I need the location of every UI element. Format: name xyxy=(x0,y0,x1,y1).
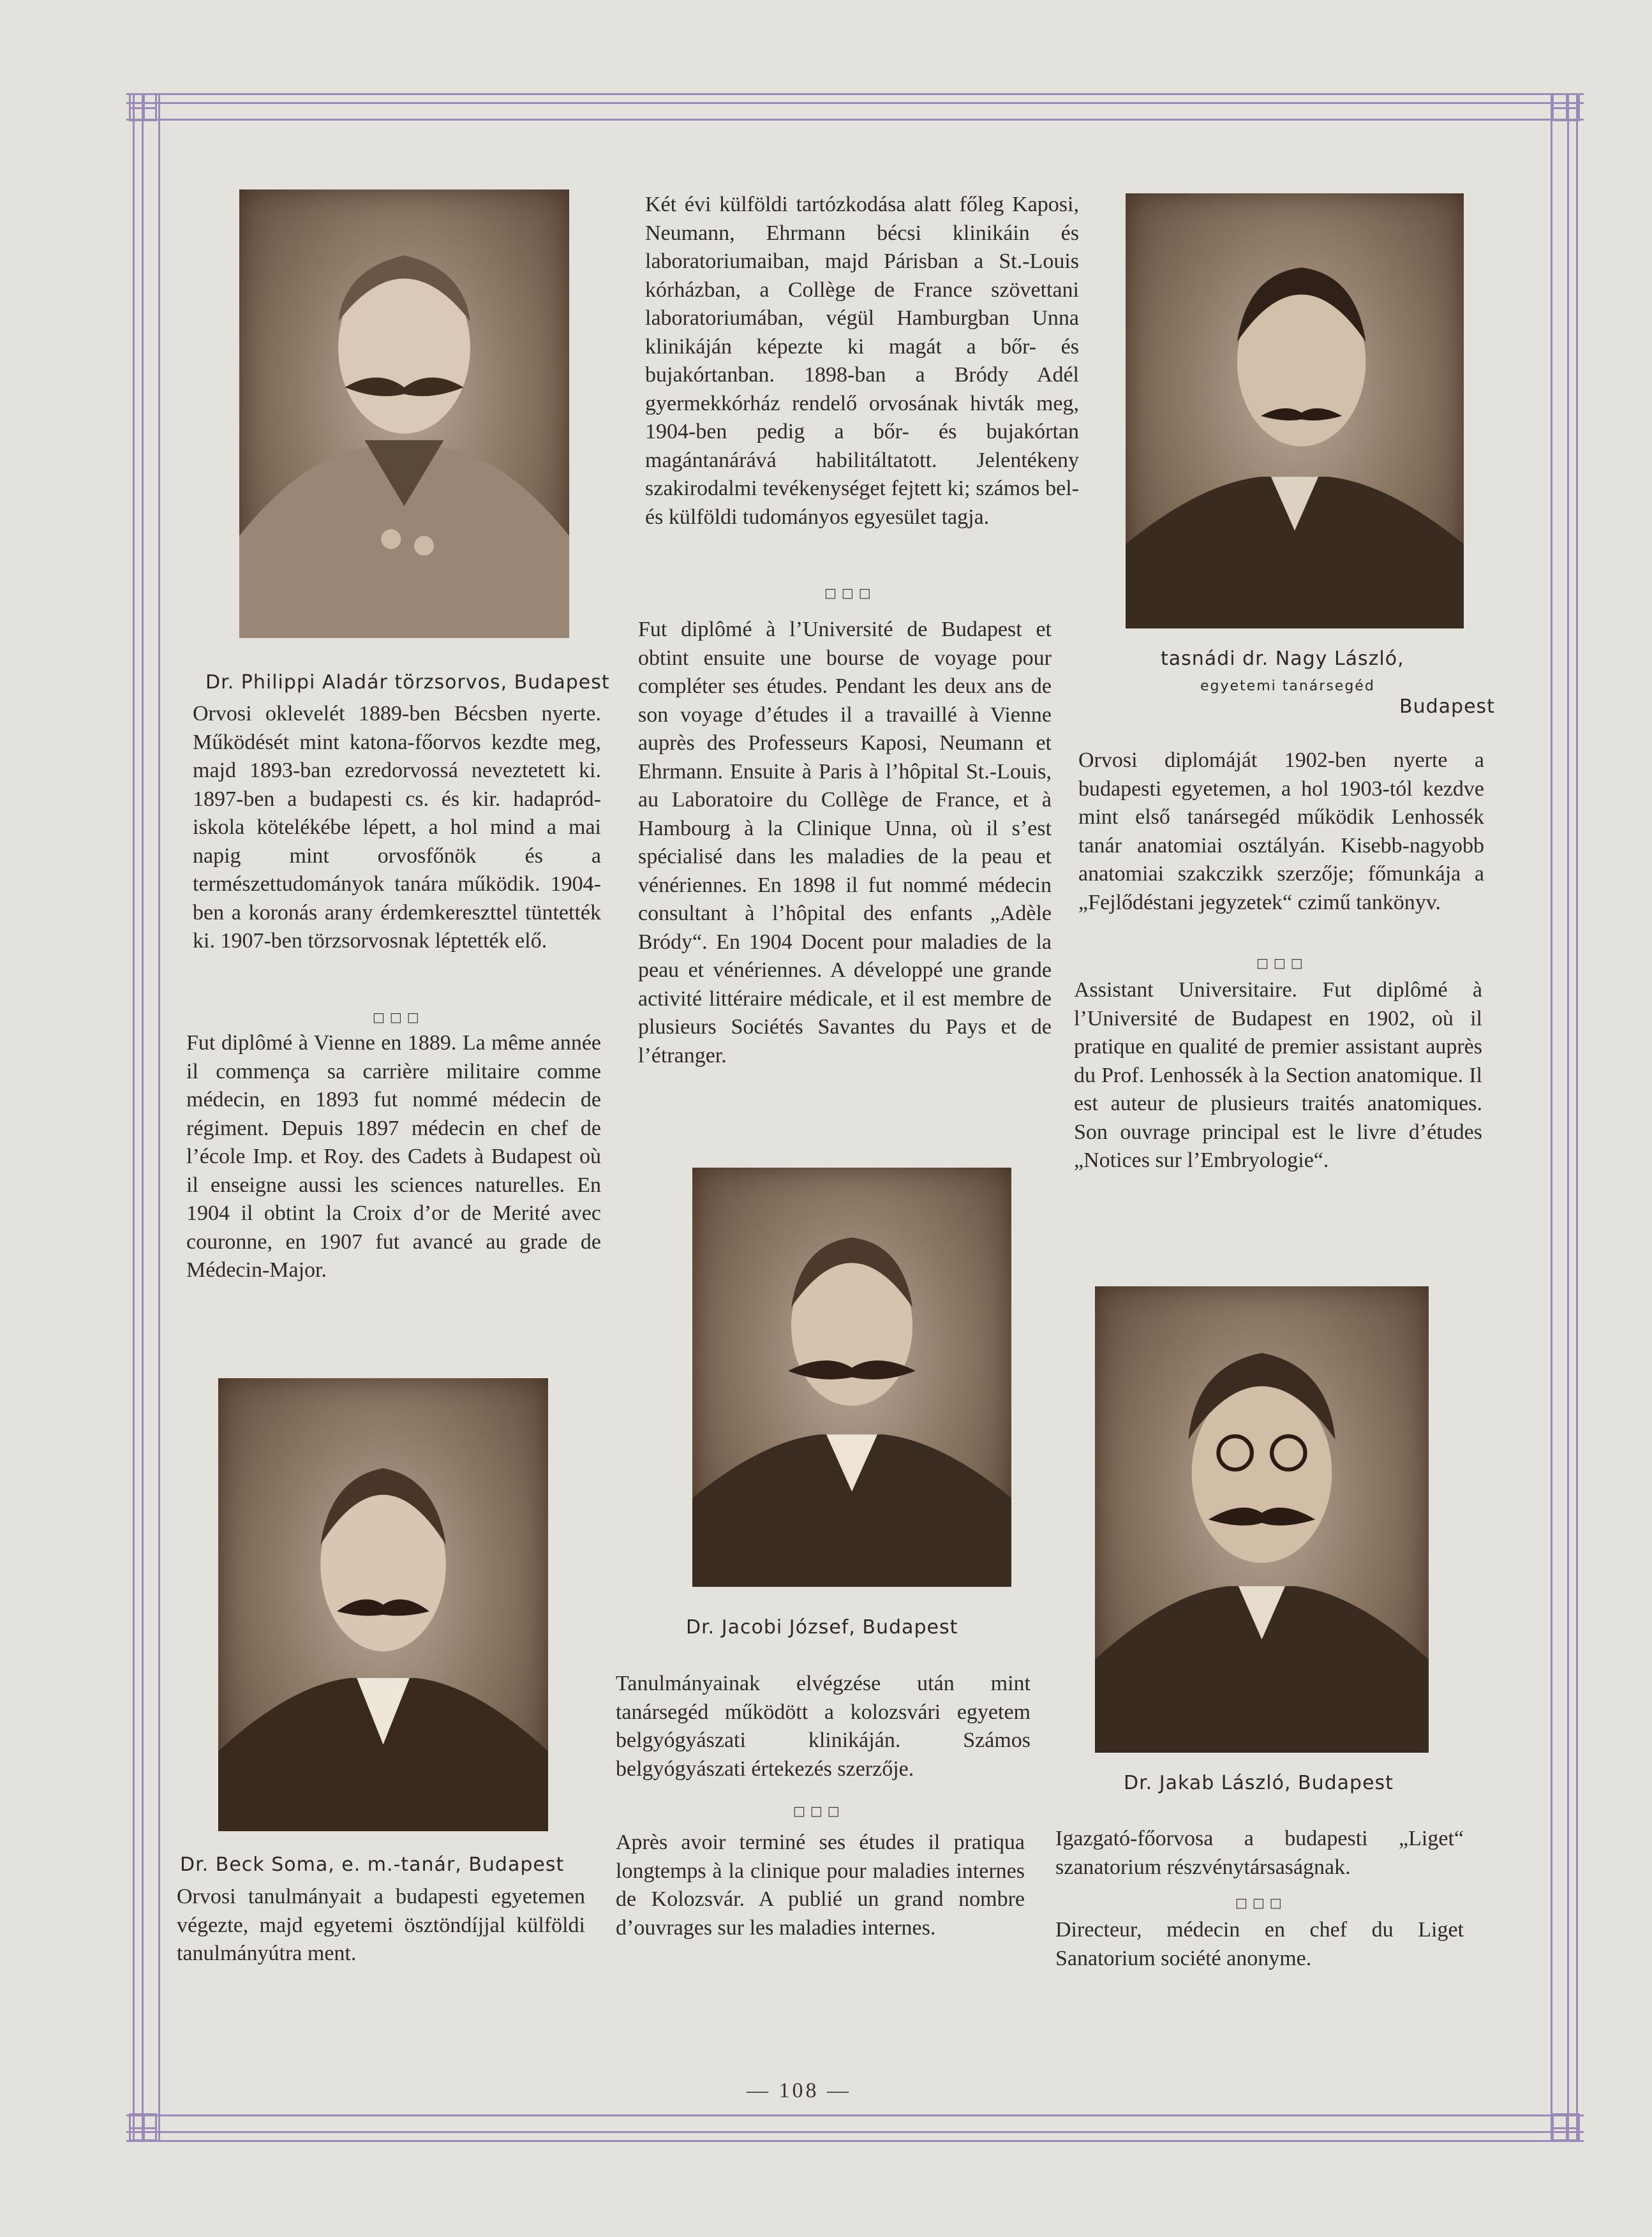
caption-nagy-city: Budapest xyxy=(1399,695,1495,718)
left-hu-text-philippi: Orvosi oklevelét 1889-ben Bécsben nyerte. Működését mint katona-főorvos kezdte meg, majd 1893-ban ezredorvossá neveztetett ki. 1897-ben a budapesti cs. és kir. hadapród-iskola kötelékébe lépett, a hol mind a mai napig mint orvosfőnök és a természettudományok tanára működik. 1904-ben a koronás arany érdemkereszttel tüntették ki. 1907-ben törzsorvosnak léptették elő. xyxy=(193,702,601,953)
portrait-nagy-laszlo xyxy=(1126,193,1464,628)
portrait-philippi-aladar xyxy=(239,190,569,638)
middle-hu-text-jacobi: Tanulmányainak elvégzése után mint tanársegéd működött a kolozsvári egyetem belgyógyászati klinikáján. Számos belgyógyászati értekezés szerzője. xyxy=(616,1672,1031,1781)
caption-jakab: Dr. Jakab László, Budapest xyxy=(1124,1772,1394,1794)
middle-fr-text-top: Fut diplômé à l’Université de Budapest et obtint ensuite une bourse de voyage pour compléter ses études. Pendant les deux ans de son voyage d’études il a travaillé à Vienne auprès des Professeurs Kaposi, Neumann et Ehrmann. Ensuite à Paris à l’hôpital St.-Louis, au Laboratoire du Collège de France, et à Hambourg à la Clinique Unna, où il s’est spécialisé dans les maladies de la peau et vénériennes. En 1898 il fut nommé médecin consultant à l’hôpital des enfants „Adèle Bródy“. En 1904 Docent pour maladies de la peau et vénériennes. A développé une grande activité littéraire médicale, et il est membre de plusieurs Sociétés Savantes du Pays et de l’étranger. xyxy=(638,618,1052,1067)
separator-ornament: □□□ xyxy=(1256,955,1308,970)
middle-fr-text-jacobi: Après avoir terminé ses études il pratiqua longtemps à la clinique pour maladies internes de Kolozsvár. A publié un grand nombre d’ouvrages sur les maladies internes. xyxy=(616,1831,1025,1940)
right-fr-text-nagy: Assistant Universitaire. Fut diplômé à l’Université de Budapest en 1902, où il pratique en qualité de premier assistant auprès du Prof. Lenhossék à la Section anatomique. Il est auteur de plusieurs traités anatomiques. Son ouvrage principal est le livre d’études „Notices sur l’Embryologie“. xyxy=(1074,978,1482,1172)
caption-nagy-title: egyetemi tanársegéd xyxy=(1200,678,1375,694)
caption-jacobi: Dr. Jacobi József, Budapest xyxy=(686,1616,958,1639)
portrait-jacobi-jozsef xyxy=(692,1168,1011,1587)
separator-ornament: □□□ xyxy=(824,585,876,600)
separator-ornament: □□□ xyxy=(373,1009,424,1025)
right-fr-text-jakab: Directeur, médecin en chef du Liget Sanatorium société anonyme. xyxy=(1055,1918,1464,1970)
right-hu-text-nagy: Orvosi diplomáját 1902-ben nyerte a budapesti egyetemen, a hol 1903-tól kezdve mint első tanársegéd működik Lenhossék tanár anatomiai osztályán. Kisebb-nagyobb anatomiai szakczikk szerzője; főmunkája a „Fejlődéstani jegyzetek“ czimű tankönyv. xyxy=(1078,748,1484,914)
corner-ornament-top-right xyxy=(1552,93,1580,121)
caption-nagy: tasnádi dr. Nagy László, xyxy=(1161,648,1404,670)
portrait-jakab-laszlo xyxy=(1095,1286,1429,1753)
portrait-beck-soma xyxy=(218,1378,548,1831)
middle-hu-text-top: Két évi külföldi tartózkodása alatt főleg Kaposi, Neumann, Ehrmann bécsi klinikáin és laboratoriumaiban, majd Párisban a St.-Louis kórházban, a Collège de France szövettani laboratoriumában, végül Hamburgban Unna klinikáján képezte ki magát a bőr- és bujakórtanban. 1898-ban a Bródy Adél gyermekkórház rendelő orvosának hivták meg, 1904-ben pedig a bőr- és bujakórtan magántanárává habilitáltatott. Jelentékeny szakirodalmi tevékenységet fejtett ki; számos bel- és külföldi tudományos egyesület tagja. xyxy=(645,193,1079,529)
page-number: — 108 — xyxy=(747,2079,851,2102)
separator-ornament: □□□ xyxy=(1235,1895,1287,1910)
left-hu-text-beck: Orvosi tanulmányait a budapesti egyetemen végezte, majd egyetemi ösztöndíjjal külföldi tanulmányútra ment. xyxy=(177,1885,585,1965)
left-fr-text-philippi: Fut diplômé à Vienne en 1889. La même année il commença sa carrière militaire comme médecin, en 1893 fut nommé médecin de régiment. Depuis 1897 médecin en chef de l’école Imp. et Roy. des Cadets à Budapest où il enseigne aussi les sciences naturelles. En 1904 il obtint la Croix d’or de Merité avec couronne, en 1907 fut avancé au grade de Médecin-Major. xyxy=(186,1031,601,1282)
corner-ornament-bottom-right xyxy=(1552,2113,1580,2141)
caption-philippi: Dr. Philippi Aladár törzsorvos, Budapest xyxy=(205,671,610,694)
caption-beck: Dr. Beck Soma, e. m.-tanár, Budapest xyxy=(180,1854,565,1876)
corner-ornament-top-left xyxy=(129,93,157,121)
separator-ornament: □□□ xyxy=(793,1803,845,1818)
corner-ornament-bottom-left xyxy=(129,2113,157,2141)
right-hu-text-jakab: Igazgató-főorvosa a budapesti „Liget“ szanatorium részvénytársaságnak. xyxy=(1055,1827,1464,1879)
